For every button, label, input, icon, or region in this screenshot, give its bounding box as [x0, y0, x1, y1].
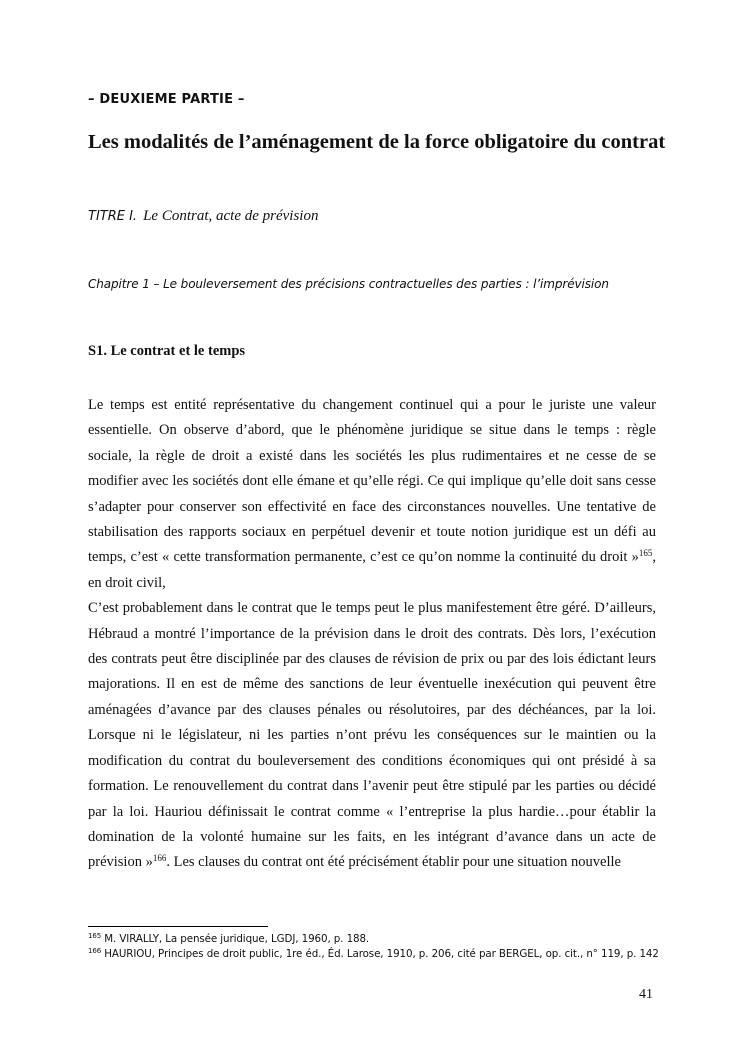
part-title: – DEUXIEME PARTIE –: [88, 92, 245, 107]
paragraph-1-text: Le temps est entité représentative du changement continuel qui a pour le juriste une valeur essentielle. On observe d’abord, que le phénomène juridique se situe dans le temps : règle sociale, la règle de droit a existé dans les sociétés les plus rudimentaires et ne cesse de se modifier avec les sociétés dont elle émane et qu’elle régi. Ce qui implique qu’elle doit sans cesse s’adapter pour conserver son effectivité en face des circonstances nouvelles. Une tentative de stabilisation des rapports sociaux en perpétuel devenir et toute notion juridique est un défi au temps, c’est « cette transformation permanente, c’est ce qu’on nomme la continuité du droit »: [88, 397, 656, 566]
paragraph-2: [88, 596, 656, 875]
section-heading: S1. Le contrat et le temps: [88, 343, 246, 359]
footnote-number: 166: [88, 947, 102, 955]
paragraph-1-tail: , en droit civil,: [88, 549, 656, 591]
footnotes: [88, 932, 688, 962]
titre-text: Le Contrat, acte de prévision: [143, 208, 319, 224]
footnote-ref-166[interactable]: 166: [152, 853, 167, 864]
body-text: [88, 393, 656, 876]
footnote-166: [88, 947, 688, 962]
chapter-heading: Chapitre 1 – Le bouleversement des précisions contractuelles des parties : l’imprévision: [88, 277, 609, 291]
footnote-text: HAURIOU, Principes de droit public, 1re éd., Éd. Larose, 1910, p. 206, cité par BERGEL, op. cit., n° 119, p. 142: [101, 948, 659, 960]
footnote-separator: [88, 926, 268, 927]
page-number: 41: [639, 987, 653, 1002]
titre-heading: [88, 207, 318, 225]
footnote-text: M. VIRALLY, La pensée juridique, LGDJ, 1960, p. 188.: [101, 933, 370, 945]
main-title: Les modalités de l’aménagement de la force obligatoire du contrat: [88, 131, 666, 153]
paragraph-1: [88, 393, 656, 596]
paragraph-2-text: C’est probablement dans le contrat que le temps peut le plus manifestement être géré. D’ailleurs, Hébraud a montré l’importance de la prévision dans le droit des contrats. Dès lors, l’exécution des contrats peut être disciplinée par des clauses de révision de prix ou par des lois édictant leurs majorations. Il en est de même des sanctions de leur éventuelle inexécution qui peuvent être aménagées d’avance par des clauses pénales ou résolutoires, par des déchéances, par la loi. Lorsque ni le législateur, ni les parties n’ont prévu les conséquences sur le maintien ou la modification du contrat du bouleversement des conditions économiques qui ont présidé à sa formation. Le renouvellement du contrat dans l’avenir peut être stipulé par les parties ou décidé par la loi. Hauriou définissait le contrat comme « l’entreprise la plus hardie…pour établir la domination de la volonté humaine sur les faits, en les intégrant d’avance dans un acte de prévision »: [88, 600, 656, 871]
footnote-165: [88, 932, 688, 947]
titre-number: TITRE I.: [88, 209, 138, 224]
footnote-number: 165: [88, 932, 102, 940]
paragraph-2-tail: . Les clauses du contrat ont été précisément établir pour une situation nouvelle: [166, 854, 621, 871]
footnote-ref-165[interactable]: 165: [638, 548, 653, 559]
